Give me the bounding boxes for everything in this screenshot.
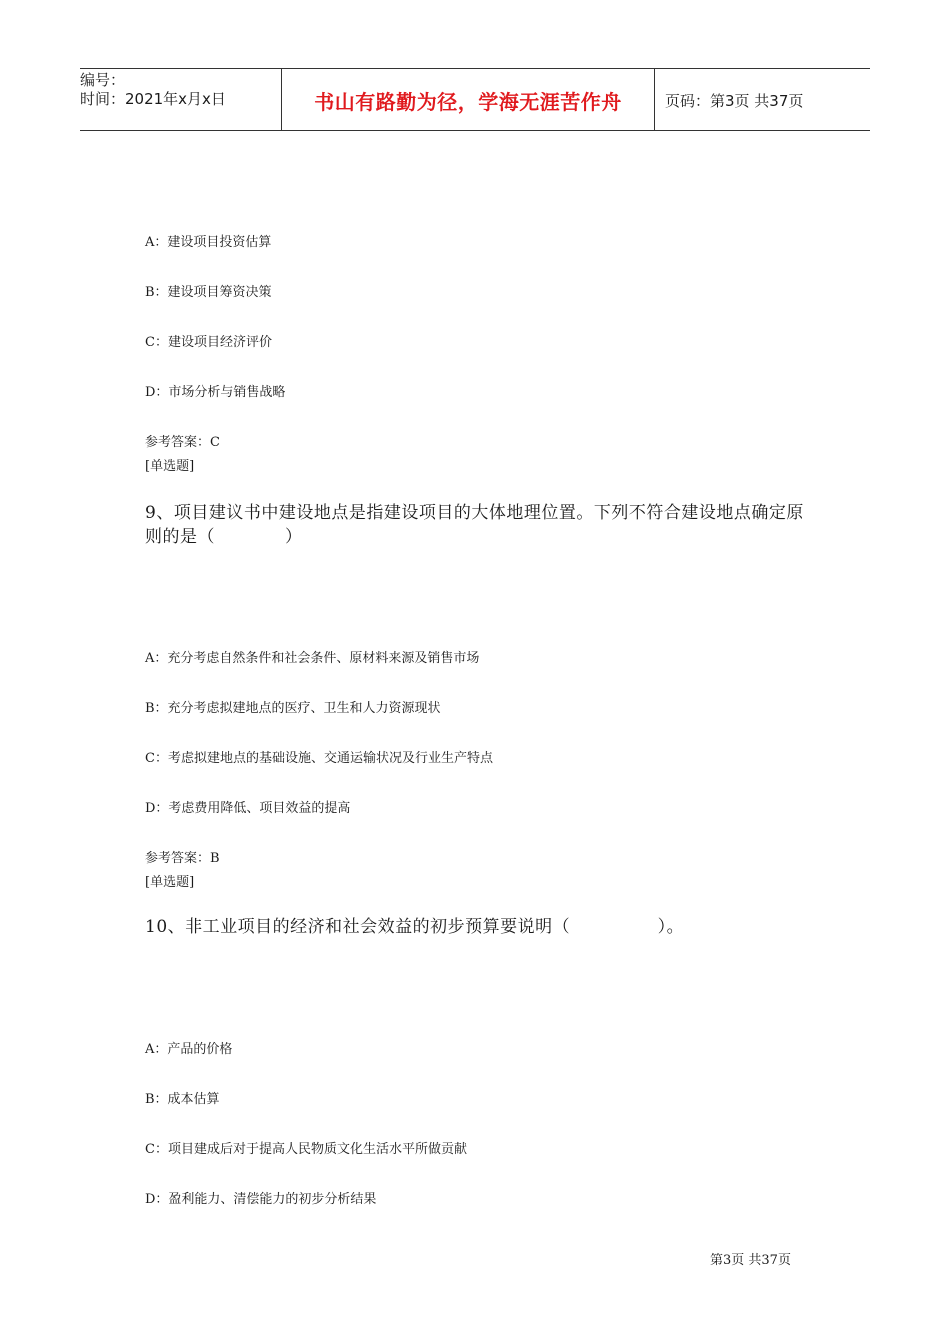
option-c: C：项目建成后对于提高人民物质文化生活水平所做贡献 bbox=[145, 1142, 467, 1157]
reference-answer: 参考答案：B bbox=[145, 851, 220, 866]
option-c: C：建设项目经济评价 bbox=[145, 335, 272, 350]
page-header bbox=[80, 68, 870, 131]
option-b: B：建设项目筹资决策 bbox=[145, 285, 272, 300]
time-label: 时间：2021年x月x日 bbox=[80, 90, 226, 108]
option-c: C：考虑拟建地点的基础设施、交通运输状况及行业生产特点 bbox=[145, 751, 493, 766]
reference-answer: 参考答案：C bbox=[145, 435, 220, 450]
question-9: 9、项目建议书中建设地点是指建设项目的大体地理位置。下列不符合建设地点确定原则的是（ ） bbox=[145, 503, 804, 547]
option-b: B：充分考虑拟建地点的医疗、卫生和人力资源现状 bbox=[145, 701, 441, 716]
option-a: A：建设项目投资估算 bbox=[145, 235, 272, 250]
option-a: A：产品的价格 bbox=[145, 1042, 233, 1057]
header-page-info: 页码：第3页 共37页 bbox=[665, 92, 804, 110]
number-label: 编号： bbox=[80, 71, 126, 89]
option-d: D：考虑费用降低、项目效益的提高 bbox=[145, 801, 351, 816]
question-10: 10、非工业项目的经济和社会效益的初步预算要说明（ ）。 bbox=[145, 917, 685, 937]
question-type: [单选题] bbox=[145, 875, 195, 890]
option-d: D：市场分析与销售战略 bbox=[145, 385, 286, 400]
header-meta bbox=[80, 69, 282, 130]
option-d: D：盈利能力、清偿能力的初步分析结果 bbox=[145, 1192, 377, 1207]
option-b: B：成本估算 bbox=[145, 1092, 220, 1107]
option-a: A：充分考虑自然条件和社会条件、原材料来源及销售市场 bbox=[145, 651, 480, 666]
question-type: [单选题] bbox=[145, 459, 195, 474]
page-footer: 第3页 共37页 bbox=[710, 1253, 791, 1268]
header-motto: 书山有路勤为径，学海无涯苦作舟 bbox=[282, 69, 655, 130]
